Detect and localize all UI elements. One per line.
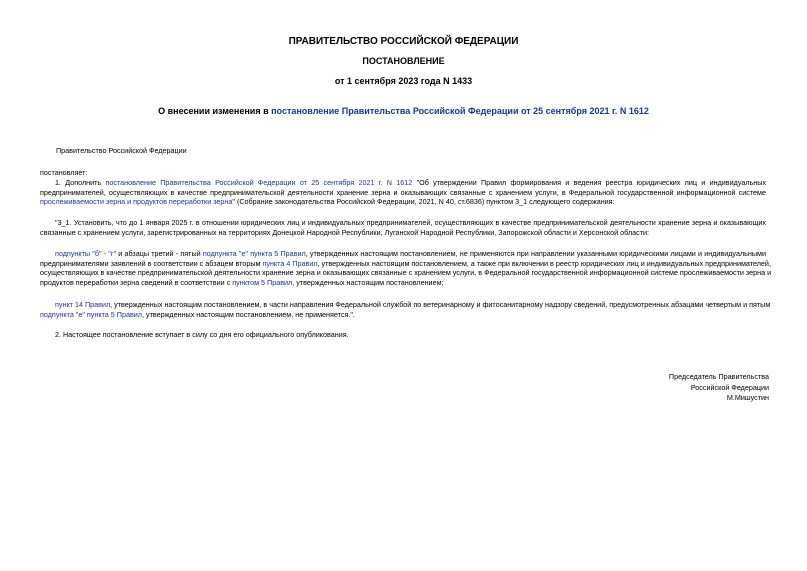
decree-1612-link[interactable]: постановление Правительства Российской Федерации от 25 сентября 2021 г. N 1612 <box>105 178 413 187</box>
paragraph-a-line-1: подпункты "б" - "г" и абзацы третий - пятый подпункта "е" пункта 5 Правил, утвержденных настоящим постановлением, не применяются при направлении указанными юридическими лицами и индивидуальными <box>55 249 766 258</box>
paragraph-b <box>40 300 771 319</box>
decree-text: постановляет: <box>40 168 88 177</box>
paragraph-a-line-3: осуществляющих в качестве предпринимательской деятельности хранение зерна и оказывающих связанные с хранением услуги, в Федеральной государственной информационной системе прослеживаемости зерна и <box>40 268 772 278</box>
subitem-e-item-5-link-2[interactable]: подпункта "е" пункта 5 Правил <box>40 309 142 319</box>
paragraph-a-line-4: продуктов переработки зерна сведений в соответствии с пунктом 5 Правил, утвержденных настоящим постановлением; <box>40 277 444 287</box>
signature-position-line-2: Российской Федерации <box>690 382 769 392</box>
item-3-1-line-1: "3_1. Установить, что до 1 января 2025 г. в отношении юридических лиц и индивидуальных предпринимателей, осуществляющих в качестве предпринимательской деятельности хранение зерна и оказывающих <box>55 218 766 227</box>
title-link[interactable]: постановление Правительства Российской Федерации от 25 сентября 2021 г. N 1612 <box>271 106 649 116</box>
org-heading: ПРАВИТЕЛЬСТВО РОССИЙСКОЙ ФЕДЕРАЦИИ <box>288 36 519 47</box>
paragraph-b-line-1: пункт 14 Правил, утвержденных настоящим постановлением, в части направления Федеральной службой по ветеринарному и фитосанитарному надзору сведений, предусмотренных абзацами четвертым и пятым <box>55 300 771 309</box>
title-prefix: О внесении изменения в <box>158 106 272 116</box>
subitem-e-item-5-link[interactable]: подпункта "е" пункта 5 Правил <box>202 249 306 258</box>
signature-position-line-1: Председатель Правительства <box>668 372 769 381</box>
document-title <box>0 106 807 117</box>
item-14-link[interactable]: пункт 14 Правил <box>55 300 111 309</box>
signature-block <box>609 372 769 404</box>
item-5-link[interactable]: пунктом 5 Правил <box>232 277 293 287</box>
item-1-line-1: 1. Дополнить постановление Правительства Российской Федерации от 25 сентября 2021 г. N 1612 "Об утверждении Правил формирования и ведения реестра юридических лиц и индивидуальных <box>55 178 766 187</box>
grain-system-link[interactable]: прослеживаемости зерна и продуктов переработки зерна <box>40 197 233 207</box>
paragraph-b-line-2: подпункта "е" пункта 5 Правил, утвержденных настоящим постановлением, не применяется.". <box>40 309 355 319</box>
subitems-b-g-link[interactable]: подпункты "б" - "г" <box>55 249 117 258</box>
item-3-1-line-2: связанные с хранением услуги, зарегистрированных на территориях Донецкой Народной Республики, Луганской Народной Республики, Запорожской области и Херсонской области: <box>40 227 650 237</box>
doc-type-heading: ПОСТАНОВЛЕНИЕ <box>362 56 445 66</box>
intro-text: Правительство Российской Федерации <box>56 146 187 155</box>
date-number-heading: от 1 сентября 2023 года N 1433 <box>334 76 473 86</box>
item-1-line-2: предпринимателей, осуществляющих в качестве предпринимательской деятельности хранение зерна и оказывающих связанные с хранением услуги, в Федеральной государственной информационной системе <box>40 187 766 197</box>
paragraph-a-line-2: предпринимателями заявлений в соответствии с абзацем вторым пункта 4 Правил, утвержденных настоящим постановлением, а также при включении в реестр юридических лиц и индивидуальных предпринимателей, <box>40 258 771 268</box>
item-1-line-3: прослеживаемости зерна и продуктов переработки зерна" (Собрание законодательства Российской Федерации, 2021, N 40, ст.6836) пунктом 3_1 следующего содержания: <box>40 197 615 207</box>
item-1-paragraph <box>40 178 766 207</box>
item-3-1-paragraph <box>40 218 766 237</box>
signature-name: М.Мишустин <box>726 393 769 402</box>
item-2-paragraph: 2. Настоящее постановление вступает в силу со дня его официального опубликования. <box>55 330 349 339</box>
paragraph-a <box>40 249 772 287</box>
item-4-link[interactable]: пункта 4 Правил <box>262 258 318 268</box>
